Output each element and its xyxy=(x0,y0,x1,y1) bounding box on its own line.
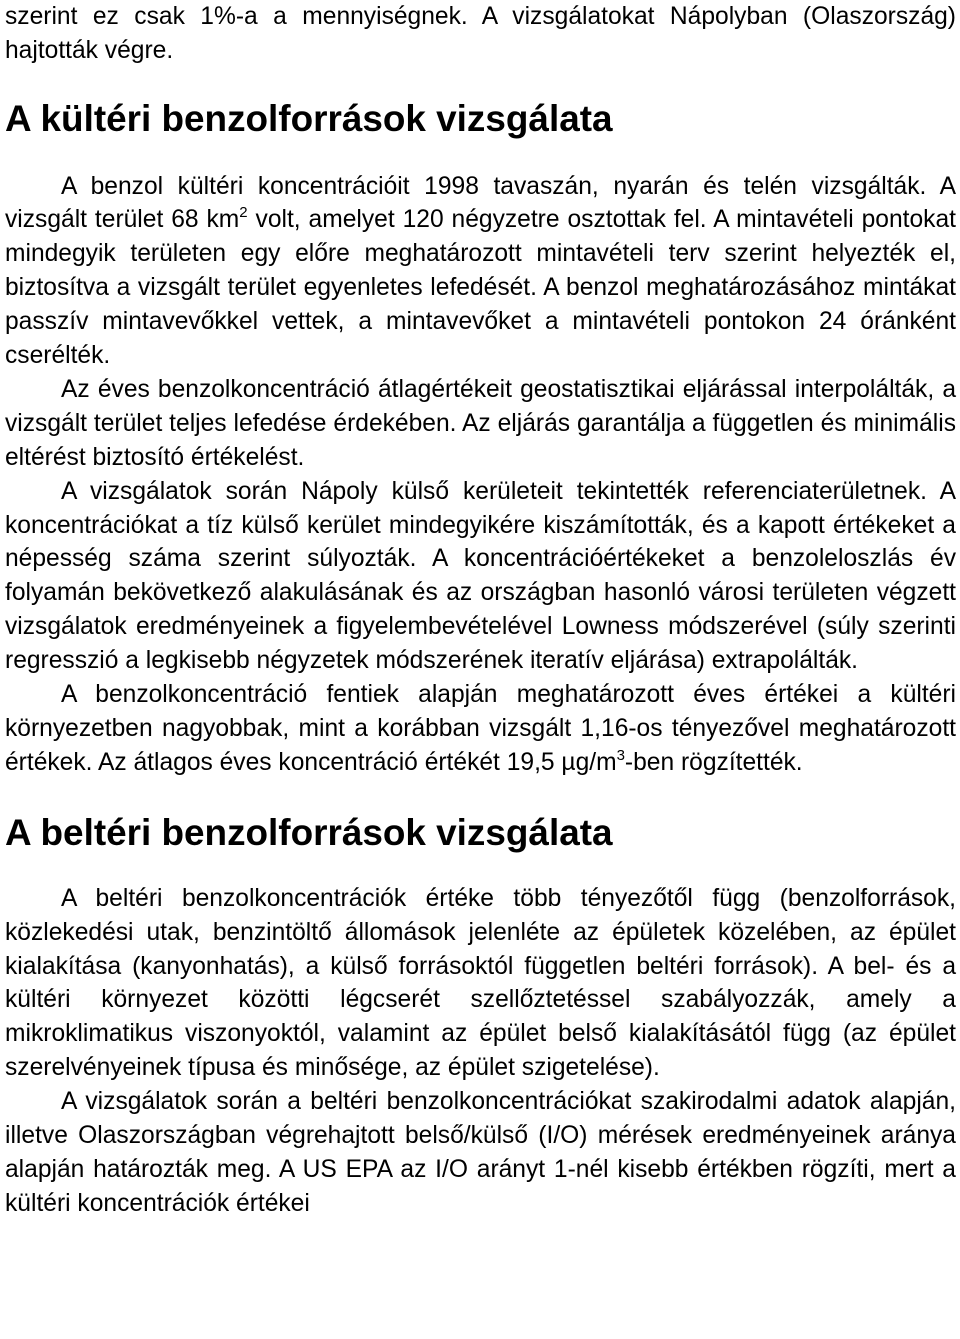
paragraph-indoor-studies: A vizsgálatok során a beltéri benzolkoncentrációkat szakirodalmi adatok alapján, illetve Olaszországban végrehajtott belső/külső (I/O) mérések eredményeinek aránya alapján határozták meg. A US EPA az I/O arányt 1-nél kisebb értékben rögzíti, mert a kültéri koncentrációk értékei xyxy=(5,1088,956,1217)
paragraph-outdoor-sampling xyxy=(5,170,956,373)
paragraph-reference-area: A vizsgálatok során Nápoly külső kerületeit tekintették referenciaterületnek. A koncentrációkat a tíz külső kerület mindegyikére kiszámították, és a kapott értékeket a népesség száma szerint súlyozták. A koncentrációértékeket a benzoleloszlás év folyamán bekövetkező alakulásának és az országban hasonló városi területen végzett vizsgálatok eredményeinek a figyelembevételével Lowness módszerével (súly szerinti regresszió a legkisebb négyzetek módszerének iteratív eljárása) extrapolálták. xyxy=(5,477,956,675)
section-heading-indoor: A beltéri benzolforrások vizsgálata xyxy=(5,811,613,853)
text-run: A benzolkoncentráció fentiek alapján meghatározott éves értékei a kültéri környezetben nagyobbak, mint a korábban vizsgált 1,16-os tényezővel meghatározott értékek. Az átlagos éves koncentráció értékét 19,5 µg/m xyxy=(5,681,956,776)
text-run: A benzol kültéri koncentrációit 1998 tavaszán, nyarán és telén vizsgálták. A vizsgált terület 68 km xyxy=(5,172,956,234)
superscript: 3 xyxy=(616,746,625,764)
paragraph-indoor-factors: A beltéri benzolkoncentrációk értéke több tényezőtől függ (benzolforrások, közlekedési utak, benzintöltő állomások jelenléte az épületek közelében, az épület kialakítása (kanyonhatás), a külső forrásoktól független beltéri források). A bel- és a kültéri környezet közötti légcserét szellőztetéssel szabályozzák, amely a mikroklimatikus viszonyoktól, valamint az épület belső kialakításától függ (az épület szerelvényeinek típusa és minősége, az épület szigetelése). xyxy=(5,884,956,1082)
section-heading-outdoor: A kültéri benzolforrások vizsgálata xyxy=(5,97,613,139)
superscript: 2 xyxy=(239,204,248,222)
text-run: -ben rögzítették. xyxy=(624,748,803,776)
text-run: volt, amelyet 120 négyzetre osztottak fel. A mintavételi pontokat mindegyik területen egy előre meghatározott mintavételi terv szerint helyezték el, biztosítva a vizsgált terület egyenletes lefedését. A benzol meghatározásához mintákat passzív mintavevőkkel vettek, a mintavevőket a mintavételi pontokon 24 óránként cserélték. xyxy=(5,206,956,370)
paragraph-continuation: szerint ez csak 1%-a a mennyiségnek. A vizsgálatokat Nápolyban (Olaszország) hajtották végre. xyxy=(5,3,956,64)
paragraph-interpolation: Az éves benzolkoncentráció átlagértékeit geostatisztikai eljárással interpolálták, a vizsgált terület teljes lefedése érdekében. Az eljárás garantálja a független és minimális eltérést biztosító értékelést. xyxy=(5,375,956,471)
paragraph-annual-values xyxy=(5,678,956,780)
